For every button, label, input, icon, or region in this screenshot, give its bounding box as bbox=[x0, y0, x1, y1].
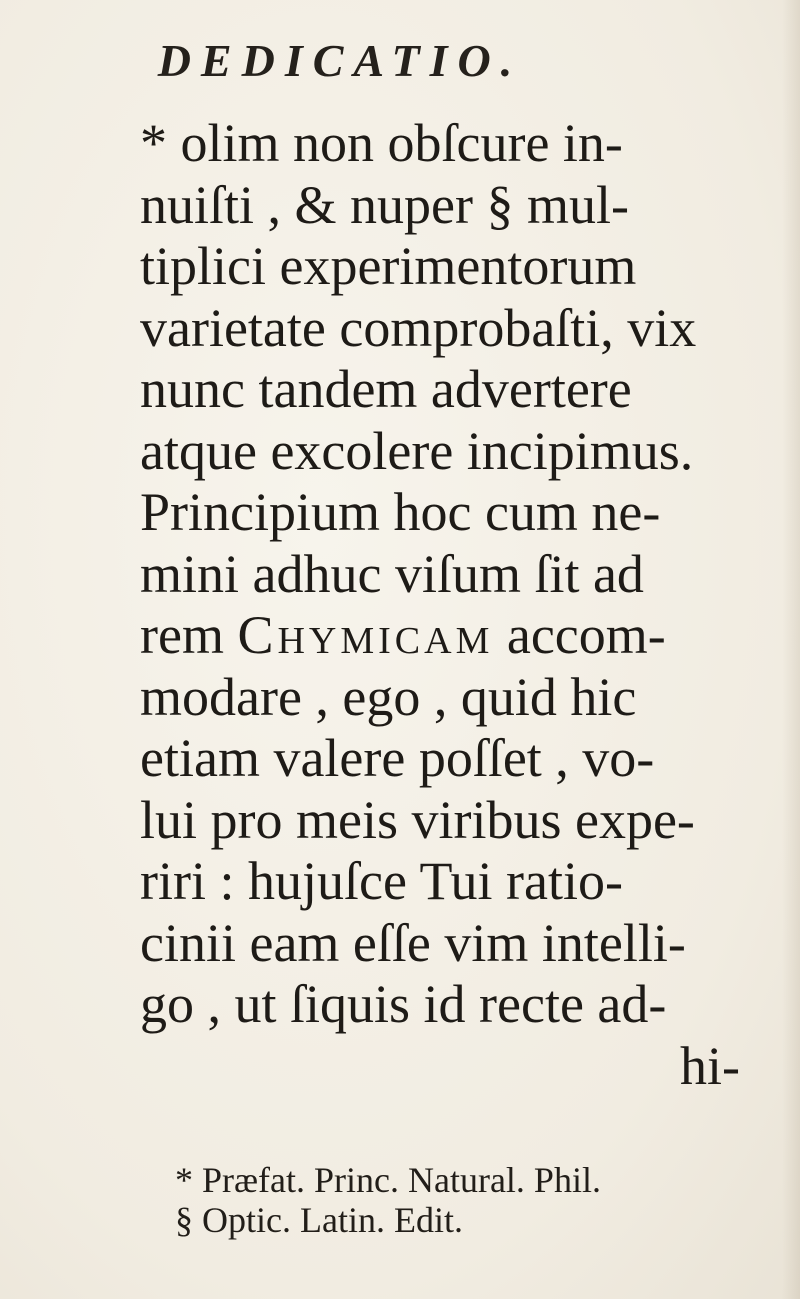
catchword: hi- bbox=[680, 1035, 740, 1096]
text-line: tiplici experimentorum bbox=[140, 236, 637, 296]
footnote: § Optic. Latin. Edit. bbox=[175, 1200, 463, 1240]
text-line: cinii eam eſſe vim intelli- bbox=[140, 912, 686, 973]
text-segment: rem bbox=[140, 605, 238, 665]
text-line: go , ut ſiquis id recte ad- bbox=[140, 974, 667, 1034]
text-line bbox=[140, 605, 780, 667]
small-caps-word: Chymicam bbox=[237, 605, 494, 665]
footnotes bbox=[175, 1160, 735, 1240]
text-line: modare , ego , quid hic bbox=[140, 666, 637, 727]
text-line: riri : hujuſce Tui ratio- bbox=[140, 851, 623, 911]
text-line: atque excolere incipimus. bbox=[140, 420, 694, 481]
text-line: lui pro meis viribus expe- bbox=[140, 789, 695, 850]
footnote: * Præfat. Princ. Natural. Phil. bbox=[175, 1160, 601, 1200]
text-segment: accom- bbox=[493, 605, 666, 665]
text-line: varietate comprobaſti, vix bbox=[140, 297, 697, 358]
text-line: mini adhuc viſum ſit ad bbox=[140, 543, 644, 604]
text-line: * olim non obſcure in- bbox=[140, 113, 623, 173]
body-text bbox=[140, 113, 780, 1097]
text-line: nunc tandem advertere bbox=[140, 359, 632, 419]
text-line: Principium hoc cum ne- bbox=[140, 482, 661, 542]
running-title: DEDICATIO. bbox=[157, 35, 523, 86]
text-line: etiam valere poſſet , vo- bbox=[140, 728, 655, 788]
page-edge-shadow bbox=[782, 0, 800, 1299]
text-line: nuiſti , & nuper § mul- bbox=[140, 174, 629, 235]
